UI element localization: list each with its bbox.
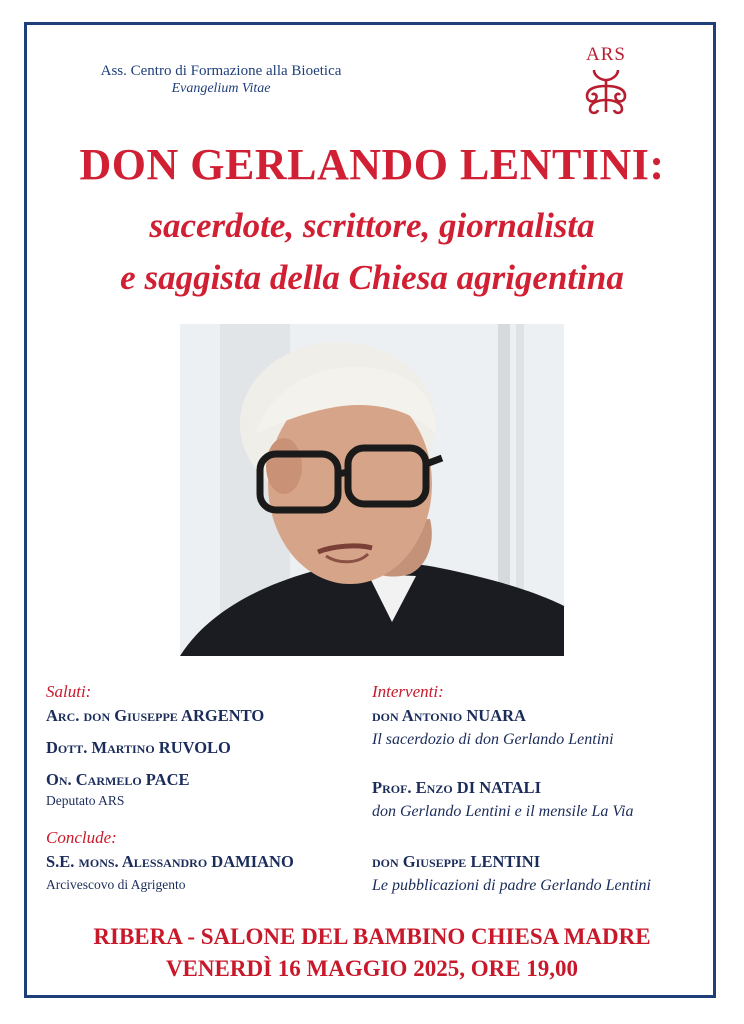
ars-logo-text: ARS <box>586 44 626 65</box>
conclude-speaker-damiano <box>46 852 294 872</box>
speaker-prefix: Arc. don Giuseppe <box>46 706 178 725</box>
event-date: VENERDÌ 16 MAGGIO 2025, ORE 19,00 <box>165 956 579 981</box>
event-subtitle-line2: e saggista della Chiesa agrigentina <box>120 258 624 297</box>
speaker-prefix: S.E. mons. Alessandro <box>46 852 208 871</box>
saluti-label: Saluti: <box>46 682 92 701</box>
speaker-surname: RUVOLO <box>158 738 231 757</box>
speaker-prefix: Prof. Enzo <box>372 778 453 797</box>
saluti-speaker-argento <box>46 706 264 726</box>
speaker-surname: DAMIANO <box>211 852 294 871</box>
interventi-speaker-di-natali <box>372 778 541 798</box>
speaker-prefix: Dott. Martino <box>46 738 155 757</box>
topic-di-natali: don Gerlando Lentini e il mensile La Via <box>372 803 634 820</box>
saluti-speaker-pace <box>46 770 190 790</box>
conclude-label: Conclude: <box>46 828 117 847</box>
saluti-speaker-ruvolo <box>46 738 231 758</box>
ars-spiral-icon <box>581 66 631 116</box>
interventi-speaker-nuara <box>372 706 526 726</box>
interventi-label: Interventi: <box>372 682 444 701</box>
speaker-prefix: don Giuseppe <box>372 852 467 871</box>
speaker-surname: NUARA <box>466 706 526 725</box>
speaker-surname: ARGENTO <box>181 706 265 725</box>
speaker-role-damiano: Arcivescovo di Agrigento <box>46 877 186 892</box>
event-title: DON GERLANDO LENTINI: <box>79 140 665 189</box>
event-venue: RIBERA - SALONE DEL BAMBINO CHIESA MADRE <box>93 924 651 949</box>
speaker-prefix: don Antonio <box>372 706 463 725</box>
portrait-illustration <box>180 324 564 656</box>
speaker-surname: DI NATALI <box>456 778 541 797</box>
topic-lentini: Le pubblicazioni di padre Gerlando Lentini <box>372 877 651 894</box>
speaker-surname: PACE <box>145 770 190 789</box>
organization-header <box>86 62 356 98</box>
topic-nuara: Il sacerdozio di don Gerlando Lentini <box>372 731 614 748</box>
organization-name: Ass. Centro di Formazione alla Bioetica <box>100 63 342 79</box>
ars-logo <box>578 44 634 121</box>
speaker-prefix: On. Carmelo <box>46 770 142 789</box>
speaker-role-pace: Deputato ARS <box>46 793 125 808</box>
organization-subname: Evangelium Vitae <box>171 81 271 96</box>
event-subtitle-line1: sacerdote, scrittore, giornalista <box>149 206 595 245</box>
interventi-speaker-lentini <box>372 852 540 872</box>
speaker-surname: LENTINI <box>470 852 541 871</box>
portrait-photo <box>180 324 564 656</box>
